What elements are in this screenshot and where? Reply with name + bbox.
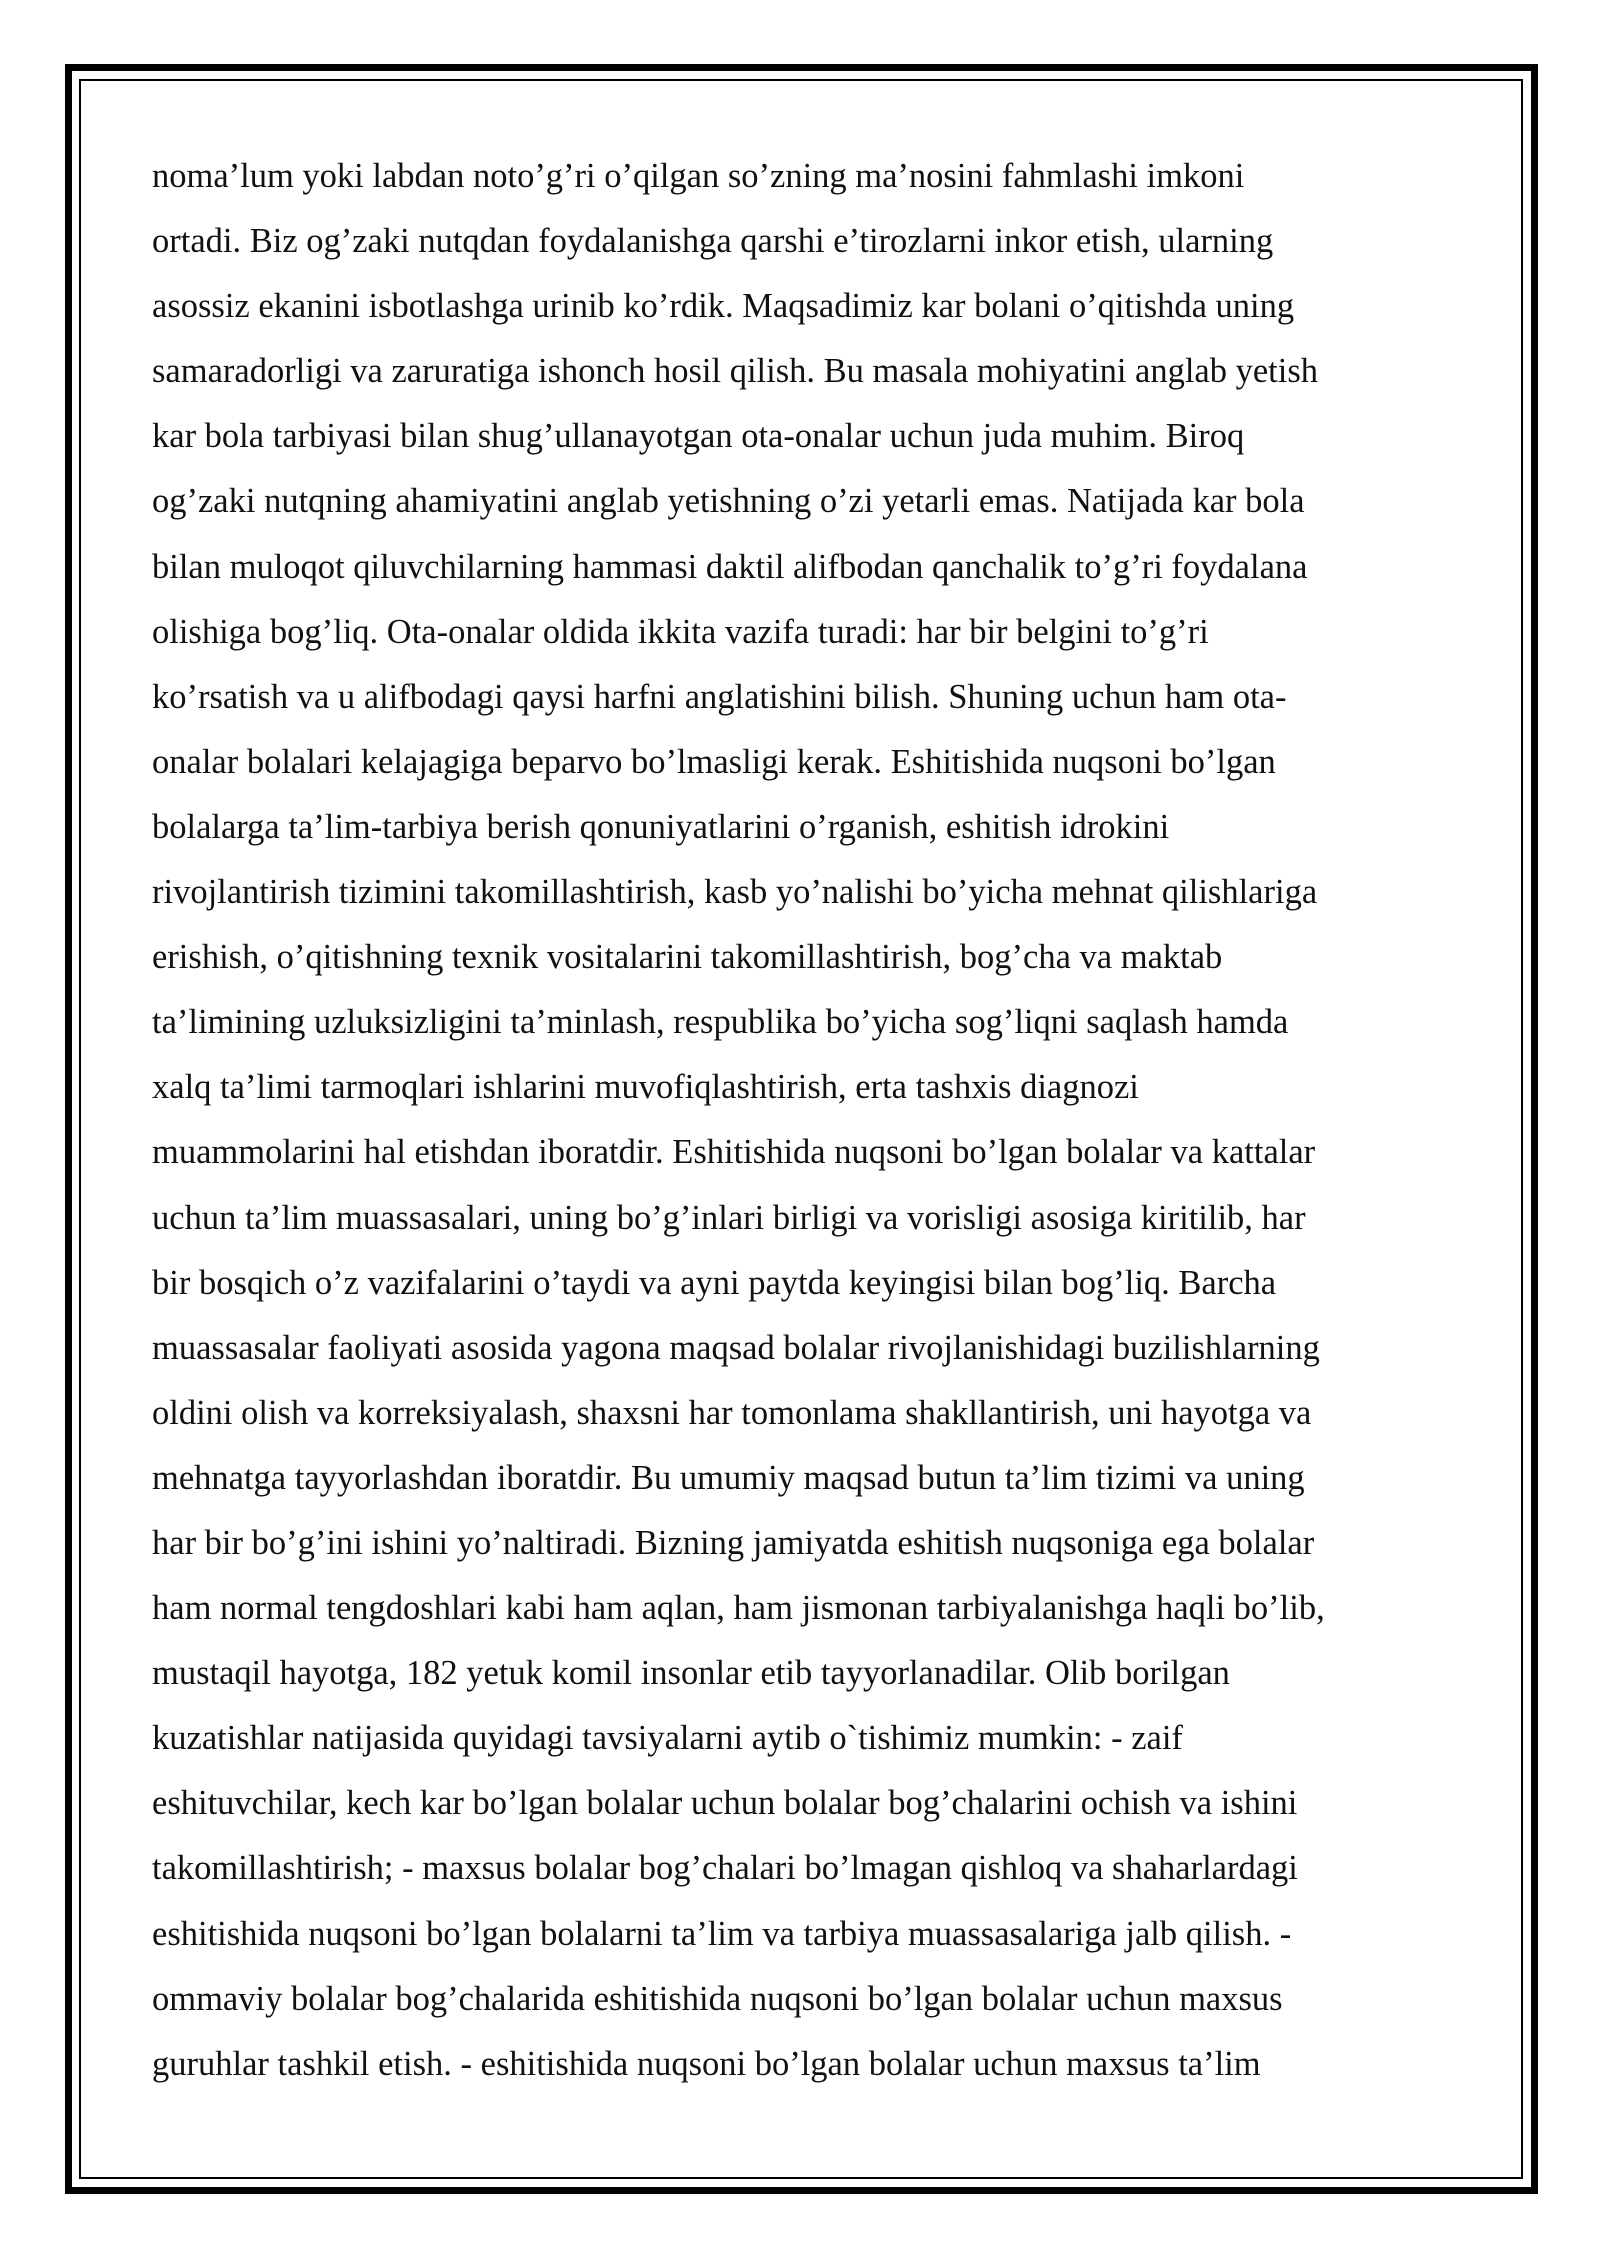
text-line: ta’limining uzluksizligini ta’minlash, respublika bo’yicha sog’liqni saqlash hamda — [152, 1003, 1289, 1042]
text-line: onalar bolalari kelajagiga beparvo bo’lmasligi kerak. Eshitishida nuqsoni bo’lgan — [152, 742, 1276, 781]
text-line: takomillashtirish; - maxsus bolalar bog’chalari bo’lmagan qishloq va shaharlardagi — [152, 1849, 1298, 1888]
text-line: muassasalar faoliyati asosida yagona maqsad bolalar rivojlanishidagi buzilishlarning — [152, 1328, 1320, 1367]
text-line: rivojlantirish tizimini takomillashtirish, kasb yo’nalishi bo’yicha mehnat qilishlariga — [152, 873, 1318, 912]
text-line: uchun ta’lim muassasalari, uning bo’g’inlari birligi va vorisligi asosiga kiritilib, har — [152, 1198, 1306, 1237]
text-line: ko’rsatish va u alifbodagi qaysi harfni anglatishini bilish. Shuning uchun ham ota- — [152, 677, 1287, 716]
text-line: oldini olish va korreksiyalash, shaxsni har tomonlama shakllantirish, uni hayotga va — [152, 1393, 1312, 1432]
text-line: muammolarini hal etishdan iboratdir. Eshitishida nuqsoni bo’lgan bolalar va kattalar — [152, 1133, 1316, 1172]
text-line: olishiga bog’liq. Ota-onalar oldida ikkita vazifa turadi: har bir belgini to’g’ri — [152, 612, 1209, 651]
text-line: samaradorligi va zaruratiga ishonch hosil qilish. Bu masala mohiyatini anglab yetish — [152, 352, 1319, 391]
text-line: eshituvchilar, kech kar bo’lgan bolalar uchun bolalar bog’chalarini ochish va ishini — [152, 1784, 1298, 1823]
text-line: bilan muloqot qiluvchilarning hammasi daktil alifbodan qanchalik to’g’ri foydalana — [152, 547, 1308, 586]
text-line: xalq ta’limi tarmoqlari ishlarini muvofiqlashtirish, erta tashxis diagnozi — [152, 1068, 1139, 1107]
text-line: mustaqil hayotga, 182 yetuk komil insonlar etib tayyorlanadilar. Olib borilgan — [152, 1654, 1230, 1693]
text-line: kar bola tarbiyasi bilan shug’ullanayotgan ota-onalar uchun juda muhim. Biroq — [152, 417, 1245, 456]
text-line: ortadi. Biz og’zaki nutqdan foydalanishga qarshi e’tirozlarni inkor etish, ularning — [152, 222, 1274, 261]
text-line: erishish, o’qitishning texnik vositalarini takomillashtirish, bog’cha va maktab — [152, 938, 1223, 977]
text-line: eshitishida nuqsoni bo’lgan bolalarni ta’lim va tarbiya muassasalariga jalb qilish. - — [152, 1914, 1292, 1953]
text-line: noma’lum yoki labdan noto’g’ri o’qilgan so’zning ma’nosini fahmlashi imkoni — [152, 157, 1245, 195]
text-line: ommaviy bolalar bog’chalarida eshitishida nuqsoni bo’lgan bolalar uchun maxsus — [152, 1979, 1283, 2018]
text-line: og’zaki nutqning ahamiyatini anglab yetishning o’zi yetarli emas. Natijada kar bola — [152, 482, 1305, 521]
text-line: asossiz ekanini isbotlashga urinib ko’rdik. Maqsadimiz kar bolani o’qitishda uning — [152, 287, 1295, 326]
text-line: mehnatga tayyorlashdan iboratdir. Bu umumiy maqsad butun ta’lim tizimi va uning — [152, 1458, 1305, 1497]
text-line: kuzatishlar natijasida quyidagi tavsiyalarni aytib o`tishimiz mumkin: - zaif — [152, 1719, 1183, 1758]
text-line: bolalarga ta’lim-tarbiya berish qonuniyatlarini o’rganish, eshitish idrokini — [152, 807, 1170, 846]
text-line: guruhlar tashkil etish. - eshitishida nuqsoni bo’lgan bolalar uchun maxsus ta’lim — [152, 2044, 1261, 2083]
document-body-text — [152, 152, 1452, 2105]
text-line: bir bosqich o’z vazifalarini o’taydi va ayni paytda keyingisi bilan bog’liq. Barcha — [152, 1263, 1277, 1302]
text-line: har bir bo’g’ini ishini yo’naltiradi. Bizning jamiyatda eshitish nuqsoniga ega bolalar — [152, 1523, 1315, 1562]
text-line: ham normal tengdoshlari kabi ham aqlan, ham jismonan tarbiyalanishga haqli bo’lib, — [152, 1589, 1325, 1628]
